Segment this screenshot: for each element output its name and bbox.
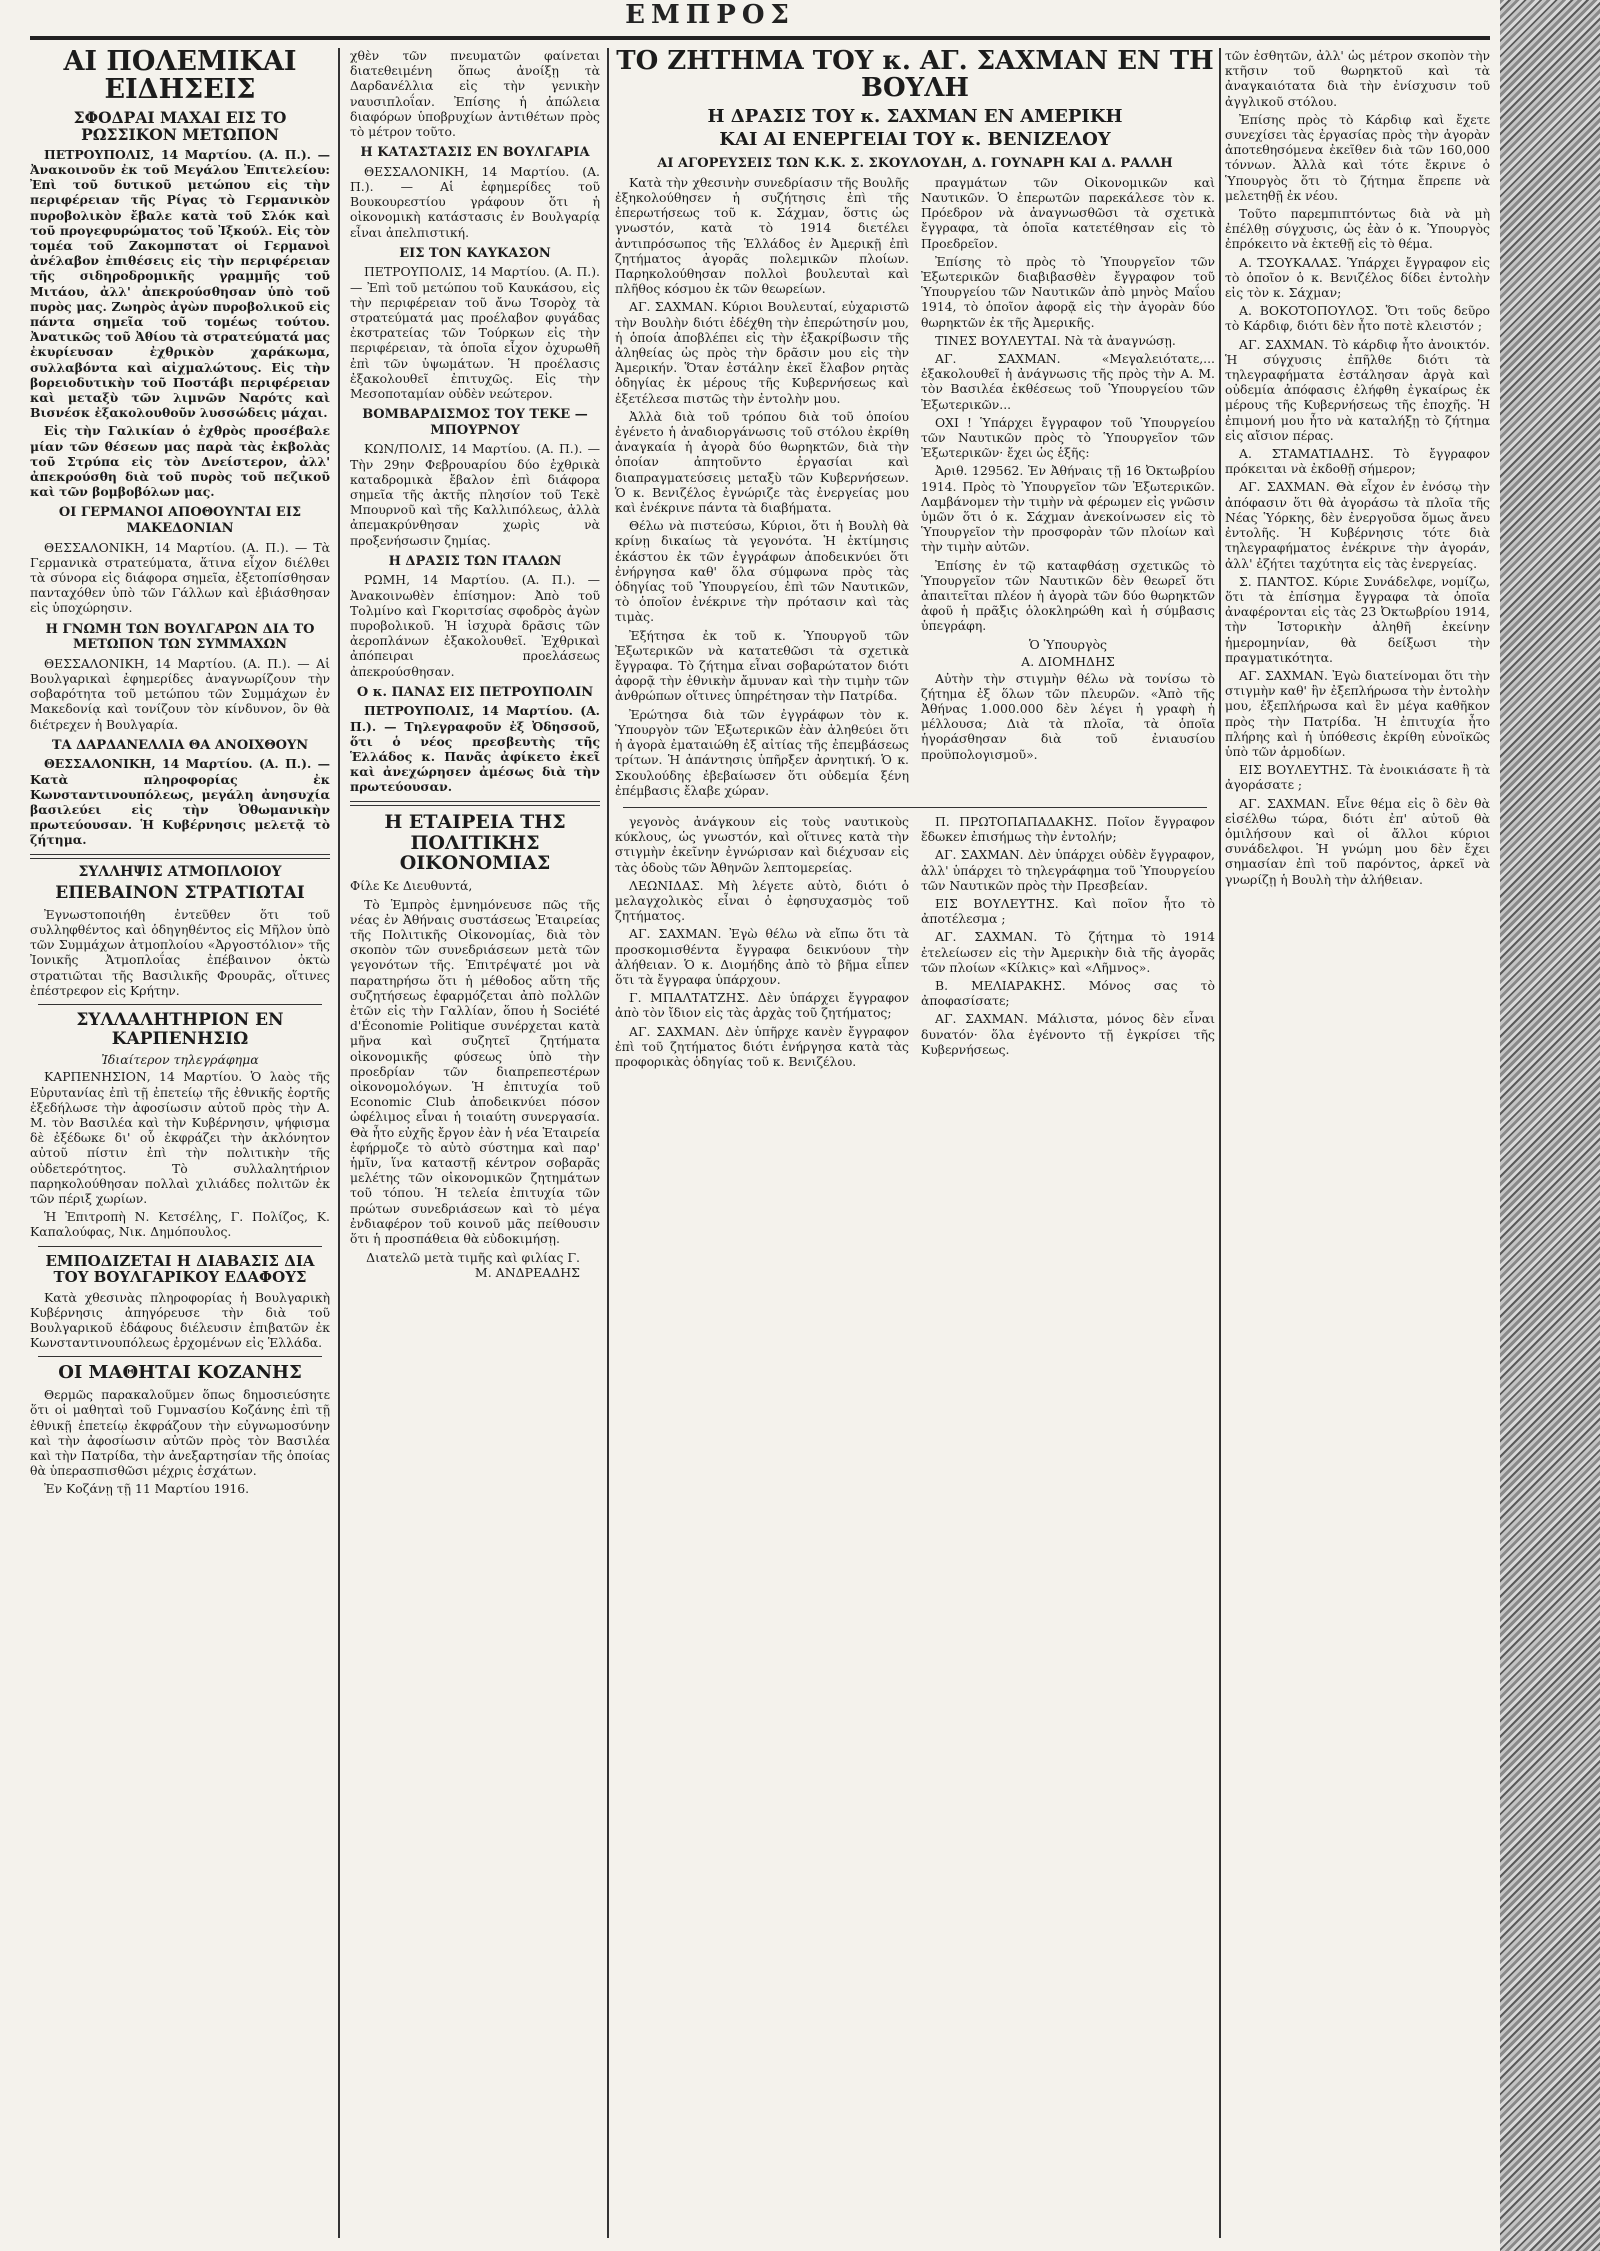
bulgaria-situation-title: Η ΚΑΤΑΣΤΑΣΙΣ ΕΝ ΒΟΥΛΓΑΡΙΑ [360,145,590,161]
italians-title: Η ΔΡΑΣΙΣ ΤΩΝ ΙΤΑΛΩΝ [388,553,562,569]
caucasus-title: ΕΙΣ ΤΟΝ ΚΑΥΚΑΣΟΝ [399,245,551,261]
italians-body: ΡΩΜΗ, 14 Μαρτίου. (Α. Π.). — Ἀνακοινωθὲν ἐπίσημον: Ἀπὸ τοῦ Τολμίνο καὶ Γκοριτσίας σφοδρὸς ἀγὼν πυροβολικοῦ. Ἡ ἰσχυρὰ δρᾶσις τῶν ἀεροπλάνων ἐξακολουθεῖ. Ἐχθρικαὶ ἀπόπειραι προελάσεως ἀπεκρούσθησαν. [350,572,600,679]
top-rule [30,36,1490,40]
sachman-subhead-2: ΚΑΙ ΑΙ ΕΝΕΡΓΕΙΑΙ ΤΟΥ κ. ΒΕΝΙΖΕΛΟΥ [719,129,1111,151]
sachman-paragraph: ΑΓ. ΣΑΧΜΑΝ. Κύριοι Βουλευταί, εὐχαριστῶ τὴν Βουλὴν διότι ἐδέχθη τὴν ἐπερώτησίν μου, ἡ ὁποία ἀποβλέπει εἰς τὴν ἐξακρίβωσιν τῆς ἀληθείας ὡς πρὸς τὴν δρᾶσιν μου εἰς τὴν Ἀμερικήν. Ὅταν ἐστάλην ἐκεῖ ἔλαβον ρητὰς ὁδηγίας ἐκ μέρους τῆς Κυβερνήσεως καὶ ἐξετέλεσα πιστῶς τὴν ἐντολὴν μου. [615,299,909,406]
society-greeting: Φίλε Κε Διευθυντά, [350,878,473,894]
teke-title: ΒΟΜΒΑΡΔΙΣΜΟΣ ΤΟΥ ΤΕΚΕ — ΜΠΟΥΡΝΟΥ [362,407,588,438]
hostage-body: Ἐγνωστοποιήθη ἐντεῦθεν ὅτι τοῦ συλληφθέντος καὶ ὁδηγηθέντος εἰς Μῆλον ὑπὸ τῶν Συμμάχων ἀτμοπλοίου «Ἀργοστόλιον» τῆς Ἰονικῆς Ἀτμοπλοΐας ἐπέβαινον ὀκτὼ στρατιῶται τῆς Βασιλικῆς Φρουρᾶς, οἵτινες ἐπέστρεφον εἰς Κρήτην. [30,906,330,998]
hostage-subtitle: ΕΠΕΒΑΙΝΟΝ ΣΤΡΑΤΙΩΤΑΙ [55,883,305,904]
sachman-headline: ΤΟ ΖΗΤΗΜΑ ΤΟΥ κ. ΑΓ. ΣΑΧΜΑΝ ΕΝ ΤΗ ΒΟΥΛΗ [616,48,1214,104]
sachman-columns [615,175,1215,801]
debate-paragraph: Π. ΠΡΩΤΟΠΑΠΑΔΑΚΗΣ. Ποῖον ἔγγραφον ἔδωκεν ἐπισήμως τὴν ἐντολήν; [921,813,1215,845]
karpenisi-body: ΚΑΡΠΕΝΗΣΙΟΝ, 14 Μαρτίου. Ὁ λαὸς τῆς Εὐρυτανίας ἐπὶ τῇ ἐπετείῳ τῆς ἐθνικῆς ἐορτῆς ἐξεδήλωσε τὴν ἀφοσίωσιν αὐτοῦ πρὸς τὴν Α. Μ. τὸν Βασιλέα καὶ τὴν Κυβέρνησιν, ψήφισμα δὲ ἐξέδωκε δι' οὗ ἐκφράζει τὴν ἀκλόνητον αὐτοῦ πίστιν ἐπὶ τὴν πολιτικὴν τῆς οὐδετερότητος. Τὸ συλλαλητήριον παρηκολούθησαν πολλαὶ χιλιάδες πολιτῶν ἐκ τῶν πέριξ χωρίων. [30,1069,330,1206]
column-rule [1219,48,1221,2238]
sachman-subhead-1: Η ΔΡΑΣΙΣ ΤΟΥ κ. ΣΑΧΜΑΝ ΕΝ ΑΜΕΡΙΚΗ [707,105,1123,127]
war-news-body-2: Εἰς τὴν Γαλικίαν ὁ ἐχθρὸς προσέβαλε μίαν τῶν θέσεων μας παρὰ τὰς ἐκβολὰς τοῦ Στρύπα εἰς τὸν Δνείστερον, ἀλλ' ἀπεκρούσθη διὰ τοῦ πυρὸς τοῦ πεζικοῦ καὶ τῶν βομβοβόλων μας. [30,423,330,500]
karpenisi-subtitle: Ἰδιαίτερον τηλεγράφημα [101,1052,259,1068]
scanned-page-edge [1500,0,1600,2251]
caucasus-body: ΠΕΤΡΟΥΠΟΛΙΣ, 14 Μαρτίου. (Α. Π.). — Ἐπὶ τοῦ μετώπου τοῦ Καυκάσου, εἰς τὴν περιφέρειαν τοῦ ἄνω Τσορὸχ τὰ στρατεύματά μας προέλαβον φυγάδας ἐκστρατείας τῶν Τούρκων εἰς τὴν περιφέρειαν, τὰ ὁποῖα εἶχον ὀχυρωθῆ ἐπὶ τῶν ὑψωμάτων. Ἡ προέλασις ἐξακολουθεῖ ἐπιτυχῶς. Εἰς τὴν Μεσοποταμίαν οὐδὲν νεώτερον. [350,264,600,402]
sachman-paragraph: Αὐτὴν τὴν στιγμὴν θέλω νὰ τονίσω τὸ ζήτημα ἐξ ὅλων τῶν πλευρῶν. «Ἀπὸ τῆς Ἀθήνας 1.000.000 δὲν λέγει ἡ γραφὴ ἡ μέλλουσα; Διὰ τὰ πλοῖα, τὰ ὁποῖα ἡγοράσθησαν διὰ τοῦ ἐνιαυσίου προϋπολογισμοῦ». [921,670,1215,762]
sachman-paragraph: ΑΓ. ΣΑΧΜΑΝ. «Μεγαλειότατε,... ἐξακολουθεῖ ἡ ἀνάγνωσις τῆς πρὸς τὴν Α. Μ. τὸν Βασιλέα ἐκθέσεως τοῦ Ὑπουργείου τῶν Ἐξωτερικῶν... [921,351,1215,412]
divider [38,1004,322,1005]
continued-paragraph: ΑΓ. ΣΑΧΜΑΝ. Θὰ εἶχον ἐν ἐνόσῳ τὴν ἀπόφασιν ὅτι θὰ ἀγοράσω τὰ πλοῖα τῆς Νέας Ὑόρκης, δὲν ἐνεργοῦσα ὅμως ἄνευ ἐντολῆς. Ἡ Κυβέρνησις τότε διὰ τηλεγραφήματος ἐνέκρινε τὴν ἀγοράν, ἀλλ' ἐζήτει ταχύτητα εἰς τὰς ἐνεργείας. [1225,479,1490,571]
bulgarian-passage-title: ΕΜΠΟΔΙΖΕΤΑΙ Η ΔΙΑΒΑΣΙΣ ΔΙΑ ΤΟΥ ΒΟΥΛΓΑΡΙΚΟΥ ΕΔΑΦΟΥΣ [45,1251,315,1287]
debate-paragraph: Β. ΜΕΛΙΑΡΑΚΗΣ. Μόνος σας τὸ ἀποφασίσατε; [921,977,1215,1009]
dardanelles-body: ΘΕΣΣΑΛΟΝΙΚΗ, 14 Μαρτίου. (Α. Π.). — Κατὰ πληροφορίας ἐκ Κωνσταντινουπόλεως, μεγάλη ἀνησυχία βασιλεύει εἰς τὴν Ὀθωμανικὴν πρωτεύουσαν. Ἡ Κυβέρνησις μελετᾷ τὸ ζήτημα. [30,756,330,848]
sachman-right-column [921,175,1215,801]
debate-left-column [615,814,909,1072]
dardanelles-title: ΤΑ ΔΑΡΔΑΝΕΛΛΙΑ ΘΑ ΑΝΟΙΧΘΟΥΝ [51,737,309,753]
debate-paragraph: ΛΕΩΝΙΔΑΣ. Μὴ λέγετε αὐτὸ, διότι ὁ μελαγχολικὸς εἶναι ὁ ἐφησυχασμὸς τοῦ ζητήματος. [615,877,909,924]
continued-paragraph: Τοῦτο παρεμπιπτόντως διὰ νὰ μὴ ἐπέλθῃ σύγχυσις, ὡς ἐὰν ὁ κ. Ὑπουργὸς ἐπρόκειτο νὰ ἐκτεθῇ εἰς τὸ θέμα. [1225,206,1490,252]
hostage-title: ΣΥΛΛΗΨΙΣ ΑΤΜΟΠΛΟΙΟΥ [78,863,282,880]
divider [350,801,600,806]
continued-paragraph: Α. ΒΟΚΟΤΟΠΟΥΛΟΣ. Ὅτι τοῦς δεῦρο τὸ Κάρδιφ, διότι δὲν ἦτο ποτὲ κλειστόν ; [1225,303,1490,334]
sachman-paragraph: Ἐρώτησα διὰ τῶν ἐγγράφων τὸν κ. Ὑπουργὸν τῶν Ἐξωτερικῶν ἐὰν ἀληθεύει ὅτι ἡ ἀγορὰ ἐματαιώθη ἐξ αἰτίας τῆς ἐπεμβάσεως τρίτων. Ἡ ἀπάντησις ὑπῆρξεν ἀρνητική. Ὁ κ. Σκουλούδης ἐβεβαίωσεν ὅτι οὐδεμία ξένη ἐπέμβασις ἔλαβε χώραν. [615,706,909,798]
sachman-paragraph: Ἐπίσης ἐν τῷ καταφθάσῃ σχετικῶς τὸ Ὑπουργεῖον τῶν Ναυτικῶν δὲν θεωρεῖ ὅτι ἀπαιτεῖται πλέον ἡ ἀγορὰ τῶν δύο θωρηκτῶν ἀφοῦ ἡ πρᾶξις ὁλοκληρώθη καὶ ἡ σύμβασις ὑπεγράφη. [921,557,1215,634]
sachman-subhead-3: ΑΙ ΑΓΟΡΕΥΣΕΙΣ ΤΩΝ Κ.Κ. Σ. ΣΚΟΥΛΟΥΔΗ, Δ. ΓΟΥΝΑΡΗ ΚΑΙ Δ. ΡΑΛΛΗ [657,156,1173,172]
continued-paragraph: Ἐπίσης πρὸς τὸ Κάρδιφ καὶ ἔχετε συνεχίσει τὰς ἐργασίας πρὸς τὴν ἀγορὰν ἀποτεθησόμενα ἐκεῖθεν διὰ τῶν 160,000 τόννων. Ἀλλὰ καὶ τότε ἔκρινε ὁ Ὑπουργὸς ὅτι τὸ ζήτημα ἔπρεπε νὰ μελετηθῇ ἐκ νέου. [1225,111,1490,203]
divider [30,854,330,859]
column-rule [607,48,609,2238]
divider [38,1246,322,1247]
bulgarian-opinion-title: Η ΓΝΩΜΗ ΤΩΝ ΒΟΥΛΓΑΡΩΝ ΔΙΑ ΤΟ ΜΕΤΩΠΟΝ ΤΩΝ ΣΥΜΜΑΧΩΝ [45,621,315,653]
war-news-title: ΑΙ ΠΟΛΕΜΙΚΑΙ ΕΙΔΗΣΕΙΣ [63,48,297,106]
column-2 [350,48,600,2238]
war-news-subtitle: ΣΦΟΔΡΑΙ ΜΑΧΑΙ ΕΙΣ ΤΟ ΡΩΣΣΙΚΟΝ ΜΕΤΩΠΟΝ [73,107,287,144]
masthead: ΕΜΠΡΟΣ [625,0,795,30]
continued-paragraph: ΕΙΣ ΒΟΥΛΕΥΤΗΣ. Τὰ ἐνοικιάσατε ἢ τὰ ἀγοράσατε ; [1225,762,1490,793]
sachman-paragraph: ΟΧΙ ! Ὑπάρχει ἔγγραφον τοῦ Ὑπουργείου τῶν Ναυτικῶν πρὸς τὸ Ὑπουργεῖον τῶν Ἐξωτερικῶν· ἔχει ὡς ἑξῆς: [921,414,1215,461]
debate-paragraph: Γ. ΜΠΑΛΤΑΤΖΗΣ. Δὲν ὑπάρχει ἔγγραφον ἀπὸ τὸν ἴδιον εἰς τὰς ἀρχὰς τοῦ ζητήματος; [615,990,909,1021]
society-signature: Διατελῶ μετὰ τιμῆς καὶ φιλίας Γ. Μ. ΑΝΔΡΕΑΔΗΣ [366,1250,580,1281]
sachman-paragraph: Κατὰ τὴν χθεσινὴν συνεδρίασιν τῆς Βουλῆς ἐξηκολούθησεν ἡ συζήτησις ἐπὶ τῆς ἐπερωτήσεως τοῦ κ. Σάχμαν, ὅστις ὡς γνωστόν, κατὰ τὸ 1914 διετέλει ἀντιπρόσωπος τῆς Ἑλλάδος ἐν Ἀμερικῇ ἐπὶ ζητήματος ἀγορᾶς πολεμικῶν πλοίων. Παρηκολούθησαν πολλοὶ βουλευταὶ καὶ πλῆθος κόσμου ἐκ τῶν θεωρείων. [615,174,909,297]
sachman-paragraph: Ἐξήτησα ἐκ τοῦ κ. Ὑπουργοῦ τῶν Ἐξωτερικῶν νὰ κατατεθῶσι τὰ σχετικὰ ἔγγραφα. Τὸ ζήτημα εἶναι σοβαρώτατον διότι ἀφορᾷ τὴν ἐθνικὴν ἄμυναν καὶ τὴν τιμὴν τῶν ἀνθρώπων οἵτινες ὑπηρέτησαν τὴν Πατρίδα. [615,627,909,704]
debate-paragraph: ΑΓ. ΣΑΧΜΑΝ. Δὲν ὑπάρχει οὐδὲν ἔγγραφον, ἀλλ' ὑπάρχει τὸ τηλεγράφημα τοῦ Ὑπουργείου τῶν Ναυτικῶν πρὸς τὴν Πρεσβείαν. [921,847,1215,893]
bulgarian-opinion-body: ΘΕΣΣΑΛΟΝΙΚΗ, 14 Μαρτίου. (Α. Π.). — Αἱ Βουλγαρικαὶ ἐφημερίδες ἀναγνωρίζουν τὴν σοβαρότητα τοῦ μετώπου τῶν Συμμάχων ἐν Μακεδονίᾳ καὶ τονίζουν τὸν κίνδυνον, ὃν θὰ διέτρεχεν ἡ Βουλγαρία. [30,655,330,732]
continued-paragraph: Α. ΤΣΟΥΚΑΛΑΣ. Ὑπάρχει ἔγγραφον εἰς τὸ ὁποῖον ὁ κ. Βενιζέλος δίδει ἐντολὴν εἰς τὸν κ. Σάχμαν; [1225,254,1490,301]
germans-body: ΘΕΣΣΑΛΟΝΙΚΗ, 14 Μαρτίου. (Α. Π.). — Τὰ Γερμανικὰ στρατεύματα, ἅτινα εἶχον διέλθει τὰ σύνορα εἰς διάφορα σημεῖα, ἐξετοπίσθησαν πανταχόθεν ὑπὸ τῶν Γάλλων καὶ ἐβιάσθησαν εἰς ὑποχώρησιν. [30,539,330,616]
debate-paragraph: ΕΙΣ ΒΟΥΛΕΥΤΗΣ. Καὶ ποῖον ἦτο τὸ ἀποτέλεσμα ; [921,895,1215,927]
continued-paragraph: Α. ΣΤΑΜΑΤΙΑΔΗΣ. Τὸ ἔγγραφον πρόκειται νὰ ἐκδοθῇ σήμερον; [1225,446,1490,477]
sachman-paragraph: ΤΙΝΕΣ ΒΟΥΛΕΥΤΑΙ. Νὰ τὰ ἀναγνώσῃ. [935,332,1176,348]
debate-paragraph: ΑΓ. ΣΑΧΜΑΝ. Τὸ ζήτημα τὸ 1914 ἐτελείωσεν εἰς τὴν Ἀμερικὴν διὰ τῆς ἀγορᾶς τῶν πλοίων «Κίλκις» καὶ «Λῆμνος». [921,929,1215,975]
kozani-body: Θερμῶς παρακαλοῦμεν ὅπως δημοσιεύσητε ὅτι οἱ μαθηταὶ τοῦ Γυμνασίου Κοζάνης ἐπὶ τῇ ἐθνικῇ ἐπετείῳ ἐκφράζουν τὴν εὐγνωμοσύνην καὶ τὴν ἀφοσίωσιν αὐτῶν πρὸς τὸν Βασιλέα καὶ τὴν Πατρίδα, τὴν ἀνεξαρτησίαν τῆς ὁποίας θὰ ὑπερασπισθῶσι μέχρις ἐσχάτων. [30,1387,330,1479]
continued-paragraph: τῶν ἐσθητῶν, ἀλλ' ὡς μέτρον σκοπὸν τὴν κτῆσιν τοῦ θωρηκτοῦ καὶ τὰ ἀναγκαιότατα διὰ τὴν ἐνίσχυσιν τοῦ ἀγγλικοῦ στόλου. [1225,48,1490,109]
continued-paragraph: Σ. ΠΑΝΤΟΣ. Κύριε Συνάδελφε, νομίζω, ὅτι τὰ ἐπίσημα ἔγγραφα τὰ ὁποῖα ἀναφέρονται εἰς τὰς 23 Ὀκτωβρίου 1914, τὴν Ἱστορικὴν ἀληθῆ ἐκείνην ἡμερομηνίαν, θὰ δείξωσι τὴν πραγματικότητα. [1225,573,1490,665]
karpenisi-title: ΣΥΛΛΑΛΗΤΗΡΙΟΝ ΕΝ ΚΑΡΠΕΝΗΣΙΩ [76,1009,284,1049]
column-3 [615,48,1215,2238]
debate-paragraph: ΑΓ. ΣΑΧΜΑΝ. Ἐγὼ θέλω νὰ εἴπω ὅτι τὰ προσκομισθέντα ἔγγραφα δεικνύουν τὴν ἀλήθειαν. Ὁ κ. Διομήδης ἀπὸ τὸ βῆμα εἶπεν ὅτι τὰ ἔγγραφα ὑπάρχουν. [615,926,909,987]
kozani-title: ΟΙ ΜΑΘΗΤΑΙ ΚΟΖΑΝΗΣ [58,1362,302,1384]
debate-paragraph: ΑΓ. ΣΑΧΜΑΝ. Μάλιστα, μόνος δὲν εἶναι δυνατόν· ὅλα ἐγένοντο τῇ ἐγκρίσει τῆς Κυβερνήσεως. [921,1011,1215,1057]
minister-name: Α. ΔΙΟΜΗΔΗΣ [1021,653,1115,669]
teke-body: ΚΩΝ/ΠΟΛΙΣ, 14 Μαρτίου. (Α. Π.). — Τὴν 29ην Φεβρουαρίου δύο ἐχθρικὰ καταδρομικὰ ἔβαλον ἐπὶ διάφορα σημεῖα τῆς ἀκτῆς πλησίον τοῦ Τεκὲ Μπουρνοῦ καὶ τῆς Καλλιπόλεως, ἀλλὰ ἀπεμακρύνθησαν χωρὶς νὰ προξενήσωσιν ζημίας. [350,441,600,548]
debate-right-column [921,814,1215,1072]
debate-paragraph: γεγονὸς ἀνάγκουν εἰς τοὺς ναυτικοὺς κύκλους, ὡς γνωστόν, καὶ οἵτινες κατὰ τὴν στιγμὴν ἐκεῖνην ἐγνώρισαν καὶ διέχυσαν εἰς τὰς ὁδοὺς τῶν Ἀθηνῶν λεπτομερείας. [615,813,909,875]
sachman-paragraph: Θέλω νὰ πιστεύσω, Κύριοι, ὅτι ἡ Βουλὴ θὰ κρίνῃ δικαίως τὰ γεγονότα. Ἡ ἐκτίμησις ἑκάστου ἐκ τῶν ἐγγράφων ἀποδεικνύει ὅτι ἐνήργησα καθ' ὅλα σύμφωνα πρὸς τὰς ὁδηγίας τοῦ Ὑπουργείου, ἐπὶ τῶν Ναυτικῶν, τὸ ὁποῖον ἐνέκρινε τὴν πρότασιν καὶ τὰς τιμὰς. [615,518,909,625]
continued-paragraph: ΑΓ. ΣΑΧΜΑΝ. Εἶνε θέμα εἰς ὃ δὲν θὰ εἰσέλθω τώρα, διότι ἐπ' αὐτοῦ θὰ ὁμιλήσουν καὶ οἱ ἄλλοι κύριοι συνάδελφοι. Ἡ γνώμη μου δὲν ἔχει σημασίαν ἐπὶ τοῦ παρόντος, ἀρκεῖ νὰ γνωρίζῃ ἡ Βουλὴ τὴν ἀλήθειαν. [1225,795,1490,887]
society-title: Η ΕΤΑΙΡΕΙΑ ΤΗΣ ΠΟΛΙΤΙΚΗΣ ΟΙΚΟΝΟΜΙΑΣ [384,810,566,875]
column-1 [30,48,330,2238]
continued-paragraph: ΑΓ. ΣΑΧΜΑΝ. Ἐγὼ διατείνομαι ὅτι τὴν στιγμὴν καθ' ἣν ἐξεπλήρωσα τὴν ἐντολὴν μου, ἐξεπλήρωσα καὶ ἓν μέγα καθῆκον πρὸς τὴν Πατρίδα. Ἡ ἐπιτυχία ἦτο πλήρης καὶ ἡ ὑπόθεσις ἐκρίθη εὐνοϊκῶς ὑπὸ τῶν ἁρμοδίων. [1225,667,1490,759]
column-4 [1225,48,1490,2238]
sachman-debate-columns [615,814,1215,1072]
bulgaria-situation-body: ΘΕΣΣΑΛΟΝΙΚΗ, 14 Μαρτίου. (Α. Π.). — Αἱ ἐφημερίδες τοῦ Βουκουρεστίου γράφουν ὅτι ἡ οἰκονομικὴ κατάστασις ἐν Βουλγαρίᾳ εἶναι ἀπελπιστική. [350,163,600,240]
minister-title: Ὁ Ὑπουργὸς [1028,636,1108,652]
germans-title: ΟΙ ΓΕΡΜΑΝΟΙ ΑΠΟΘΟΥΝΤΑΙ ΕΙΣ ΜΑΚΕΔΟΝΙΑΝ [58,505,302,537]
debate-paragraph: ΑΓ. ΣΑΧΜΑΝ. Δὲν ὑπῆρχε κανὲν ἔγγραφον ἐπὶ τοῦ ζητήματος διότι ἐνήργησα κατὰ τὰς προφορικὰς ὁδηγίας τοῦ κ. Βενιζέλου. [615,1023,909,1069]
society-body: Τὸ Ἐμπρὸς ἐμνημόνευσε πῶς τῆς νέας ἐν Ἀθήναις συστάσεως Ἑταιρείας τῆς Πολιτικῆς Οἰκονομίας, διὰ τὸν σκοπὸν τῶν συνεδριάσεων μετὰ τῶν γεγονότων τῆς. Ἐπιτρέψατέ μοι νὰ παρατηρήσω ὅτι ἡ μέθοδος αὕτη τῆς συζητήσεως ἐφαρμόζεται ἀπὸ πολλῶν ἐτῶν εἰς τὴν Γαλλίαν, ὅπου ἡ Société d'Économie Politique συνέρχεται κατὰ μῆνα καὶ συζητεῖ ζητήματα οἰκονομικῆς φύσεως ὑπὸ τὴν προεδρίαν τῶν διαπρεπεστέρων οἰκονομολόγων. Ἡ ἐπιτυχία τοῦ Economic Club ἀποδεικνύει πόσον ὠφέλιμος εἶναι ἡ τοιαύτη συνεργασία. Θὰ ἦτο εὐχῆς ἔργον ἐὰν ἡ νέα Ἑταιρεία ἐφήρμοζε τὸ αὐτὸ σύστημα καὶ παρ' ἡμῖν, ἵνα καταστῇ κέντρον σοβαρᾶς μελέτης τῶν οἰκονομικῶν ζητημάτων τοῦ τόπου. Ἡ τελεία ἐπιτυχία τῶν πρώτων συνεδριάσεων καὶ τὸ μέγα ἐνδιαφέρον τοῦ κοινοῦ μᾶς πείθουσιν ὅτι ἡ προσπάθεια θὰ εὐδοκιμήσῃ. [350,896,600,1247]
dardanelles-continued: χθὲν τῶν πνευματῶν φαίνεται διατεθειμένη ὅπως ἀνοίξῃ τὰ Δαρδανέλλια εἰς τὴν γενικὴν ναυσιπλοΐαν. Ἐπίσης ἡ ἀπώλεια διαφόρων ὑποβρυχίων ἀντιθέτων πρὸς τὸ μέτρον τοῦτο. [350,48,600,140]
panas-title: Ο κ. ΠΑΝΑΣ ΕΙΣ ΠΕΤΡΟΥΠΟΛΙΝ [356,684,594,700]
sachman-paragraph: Ἀριθ. 129562. Ἐν Ἀθήναις τῇ 16 Ὀκτωβρίου 1914. Πρὸς τὸ Ὑπουργεῖον τῶν Ἐξωτερικῶν. Λαμβάνομεν τὴν τιμὴν νὰ φέρωμεν εἰς γνῶσιν ὑμῶν ὅτι ὁ κ. Σάχμαν ἀνεκοίνωσεν εἰς τὸ Ὑπουργεῖον τὴν προσφορὰν τῶν πλοίων καὶ τὴν τιμὴν αὐτῶν. [921,463,1215,555]
war-news-body: ΠΕΤΡΟΥΠΟΛΙΣ, 14 Μαρτίου. (Α. Π.). — Ἀνακοινοῦν ἐκ τοῦ Μεγάλου Ἐπιτελείου: Ἐπὶ τοῦ δυτικοῦ μετώπου εἰς τὴν περιφέρειαν τῆς Ρίγας τὸ Γερμανικὸν πυροβολικὸν ἔβαλε κατὰ τοῦ Σλόκ καὶ τοῦ προγεφυρώματος τοῦ Ἰξκούλ. Εἰς τὸν τομέα τοῦ Ζακομπστατ οἱ Γερμανοὶ ἀνέλαβον ἐπιθέσεις εἰς τὴν περιφέρειαν τῆς σιδηροδρομικῆς γραμμῆς τοῦ Μιτάου, ἀλλ' ἀπεκρούσθησαν ὑπὸ τοῦ πυρὸς μας. Ζωηρὸς ἀγὼν πυροβολικοῦ εἰς πάντα σημεῖα τοῦ τομέως τούτου. Ἀνατικῶς τοῦ Ἀθίου τὰ στρατεύματά μας ἐκυρίευσαν ἐχθρικὸν χαράκωμα, συλλαβόντα καὶ αἰχμαλώτους. Εἰς τὴν βορειοδυτικὴν τοῦ Ποστάβι περιφέρειαν καὶ μεταξὺ τῶν λιμνῶν Ναρότς καὶ Βισνέσκ ἐξακολουθοῦν λυσσώδεις μάχαι. [30,146,330,421]
divider [623,807,1207,808]
kozani-date: Ἐν Κοζάνῃ τῇ 11 Μαρτίου 1916. [44,1481,250,1497]
panas-body: ΠΕΤΡΟΥΠΟΛΙΣ, 14 Μαρτίου. (Α. Π.). — Τηλεγραφοῦν ἐξ Ὀδησσοῦ, ὅτι ὁ νέος πρεσβευτὴς τῆς Ἑλλάδος κ. Πανᾶς ἀφίκετο ἐκεῖ καὶ ἀνεχώρησεν ἀμέσως διὰ τὴν πρωτεύουσαν. [350,703,600,795]
sachman-paragraph: Ἐπίσης τὸ πρὸς τὸ Ὑπουργεῖον τῶν Ἐξωτερικῶν διαβιβασθὲν ἔγγραφον τοῦ Ὑπουργείου τῶν Ναυτικῶν ἀπὸ μηνὸς Μαΐου 1914, τὸ ὁποῖον ἀφορᾷ εἰς τὴν ἀγορὰν δύο θωρηκτῶν ἐκ τῆς Ἀμερικῆς. [921,253,1215,330]
divider [38,1356,322,1357]
sachman-paragraph: Ἀλλὰ διὰ τοῦ τρόπου διὰ τοῦ ὁποίου ἐγένετο ἡ ἀναδιοργάνωσις τοῦ στόλου ἐκρίθη ἀναγκαία ἡ ἀγορὰ δύο θωρηκτῶν, διὰ τὴν ὁποίαν ἀπητοῦντο ἐργασίαι καὶ διαπραγματεύσεις μεταξὺ τῶν Κυβερνήσεων. Ὁ κ. Βενιζέλος ἐγνώριζε τὰς ἐνεργείας μου καὶ ἐνέκρινε πάντα τὰ διαβήματα. [615,408,909,516]
bulgarian-passage-body: Κατὰ χθεσινὰς πληροφορίας ἡ Βουλγαρικὴ Κυβέρνησις ἀπηγόρευσε τὴν διὰ τοῦ Βουλγαρικοῦ ἐδάφους διέλευσιν ἐπιβατῶν ἐκ Κωνσταντινουπόλεως ἐρχομένων εἰς Ἑλλάδα. [30,1289,330,1351]
sachman-left-column [615,175,909,801]
karpenisi-signatories: Ἡ Ἐπιτροπὴ Ν. Κετσέλης, Γ. Πολίζος, Κ. Καπαλούφας, Νικ. Δημόπουλος. [30,1209,330,1240]
column-rule [338,48,340,2238]
sachman-paragraph: πραγμάτων τῶν Οἰκονομικῶν καὶ Ναυτικῶν. Ὁ ἐπερωτῶν παρεκάλεσε τὸν κ. Πρόεδρον νὰ ἀναγνωσθῶσι τὰ σχετικὰ ἔγγραφα, τὰ ὁποῖα κατετέθησαν εἰς τὸ Προεδρεῖον. [921,174,1215,251]
continued-paragraph: ΑΓ. ΣΑΧΜΑΝ. Τὸ κάρδιφ ἦτο ἀνοικτόν. Ἡ σύγχυσις ἐπῆλθε διότι τὰ τηλεγραφήματα ἐστάλησαν ἀργὰ καὶ οὐδεμία ἀπόφασις ἐλήφθη ἐγκαίρως ἐκ μέρους τῆς Κυβερνήσεως τῆς ἐποχῆς. Ἡ ἐπιμονή μου ἦτο νὰ καταλήξῃ τὸ ζήτημα εἰς αἴσιον πέρας. [1225,336,1490,443]
